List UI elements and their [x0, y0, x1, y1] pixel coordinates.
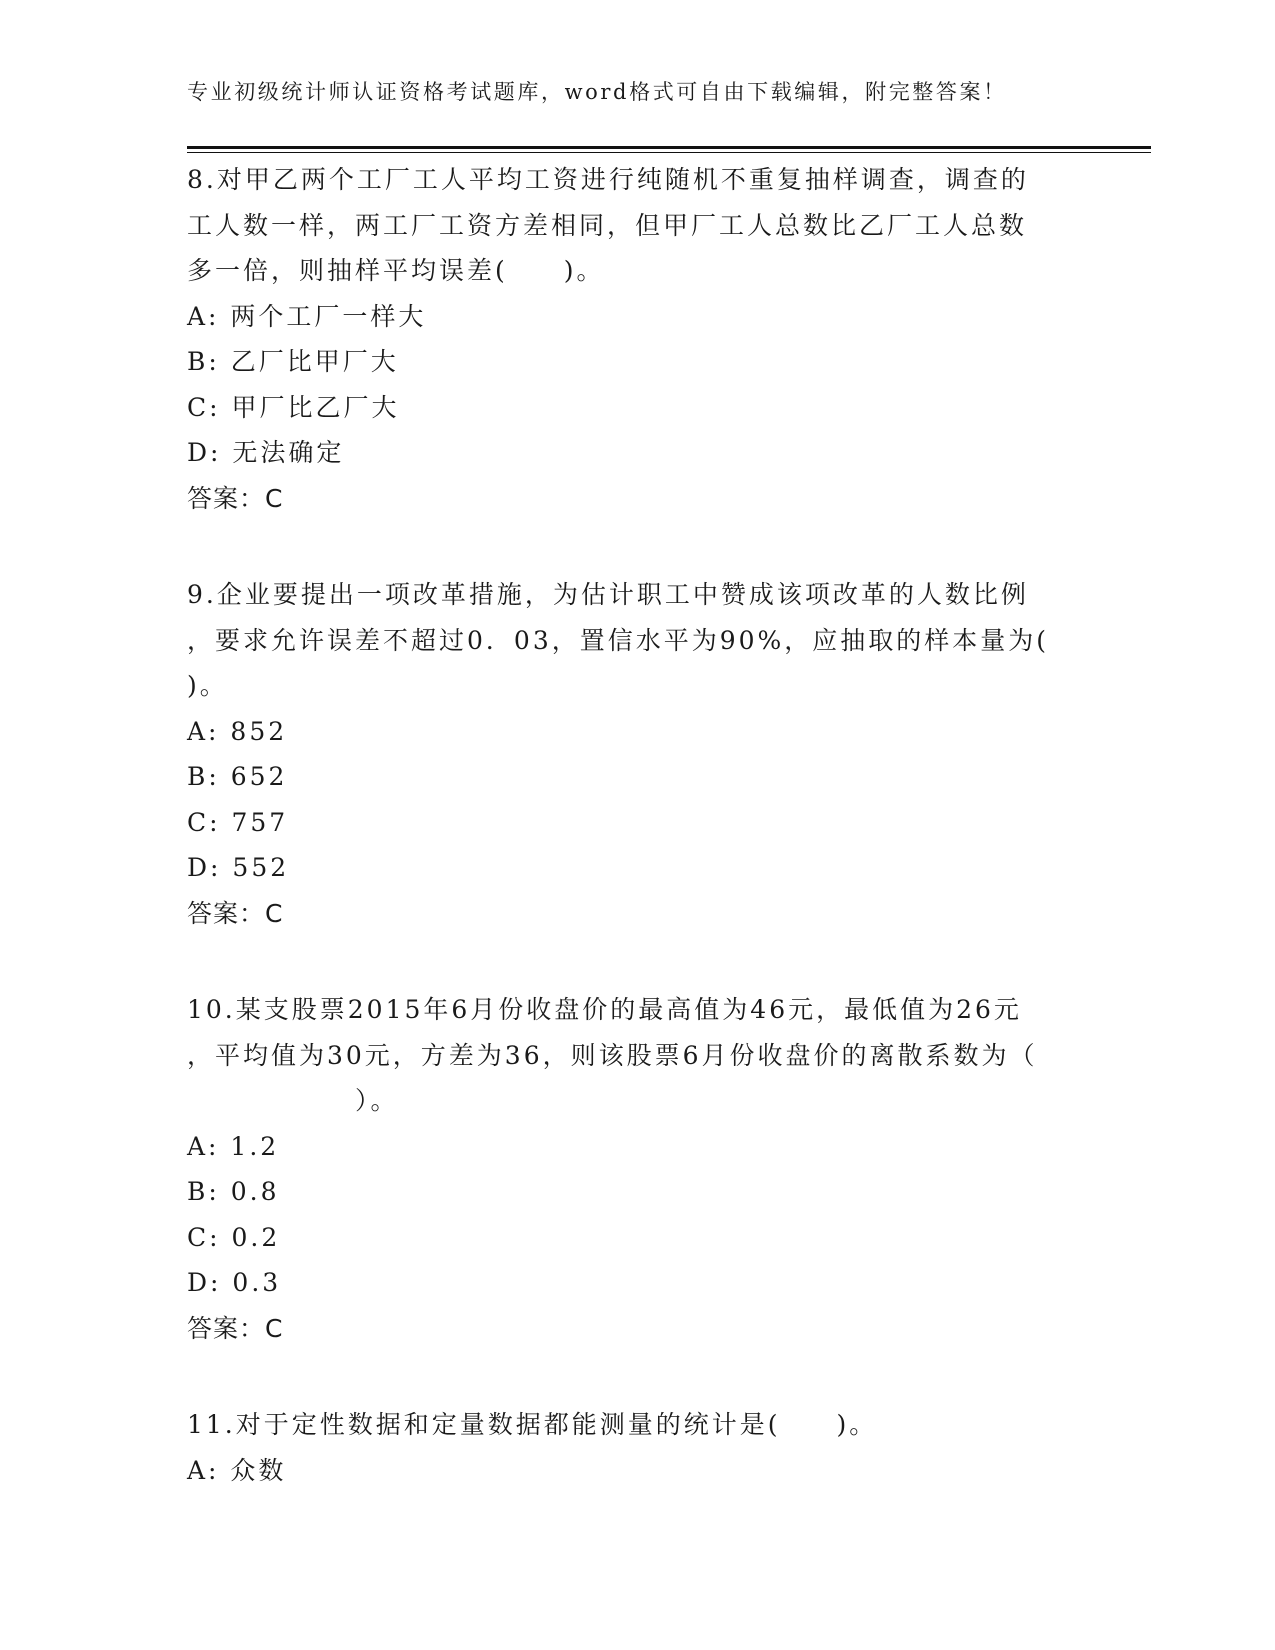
question-stem-line: )。 [187, 671, 228, 700]
question-stem-line: 8.对甲乙两个工厂工人平均工资进行纯随机不重复抽样调查，调查的 [187, 165, 1029, 194]
answer-label: 答案：C [187, 1313, 284, 1343]
question-8 [187, 157, 1087, 521]
option-d: D: 552 [187, 853, 290, 882]
question-11 [187, 1402, 1087, 1493]
page-header: 专业初级统计师认证资格考试题库，word格式可自由下载编辑，附完整答案！ [187, 80, 1007, 104]
question-stem-line: 10.某支股票2015年6月份收盘价的最高值为46元，最低值为26元 [187, 995, 1022, 1024]
option-c: C: 757 [187, 807, 289, 837]
question-stem-line: 多一倍，则抽样平均误差( )。 [187, 256, 605, 285]
question-stem-line: 9.企业要提出一项改革措施，为估计职工中赞成该项改革的人数比例 [187, 580, 1029, 609]
question-stem-line: ，要求允许误差不超过0．03，置信水平为90%，应抽取的样本量为( [187, 625, 1050, 655]
option-a: A: 众数 [187, 1455, 287, 1485]
option-b: B: 652 [187, 762, 288, 791]
question-stem-line: 11.对于定性数据和定量数据都能测量的统计是( )。 [187, 1410, 878, 1439]
option-b: B: 乙厂比甲厂大 [187, 347, 399, 376]
answer-label: 答案：C [187, 483, 284, 513]
option-a: A: 两个工厂一样大 [187, 301, 427, 331]
option-a: A: 852 [187, 716, 288, 746]
option-c: C: 甲厂比乙厂大 [187, 392, 400, 422]
option-d: D: 无法确定 [187, 438, 345, 467]
option-a: A: 1.2 [187, 1131, 280, 1161]
option-d: D: 0.3 [187, 1268, 282, 1297]
answer-label: 答案：C [187, 898, 284, 928]
question-stem-line: ）。 [187, 1086, 399, 1115]
question-9 [187, 572, 1087, 936]
option-b: B: 0.8 [187, 1177, 280, 1206]
option-c: C: 0.2 [187, 1222, 281, 1252]
question-list [187, 157, 1087, 1493]
question-stem-line: ，平均值为30元，方差为36，则该股票6月份收盘价的离散系数为（ [187, 1040, 1038, 1070]
question-stem-line: 工人数一样，两工厂工资方差相同，但甲厂工人总数比乙厂工人总数 [187, 210, 1028, 240]
question-10 [187, 987, 1087, 1351]
header-rule [187, 146, 1151, 153]
